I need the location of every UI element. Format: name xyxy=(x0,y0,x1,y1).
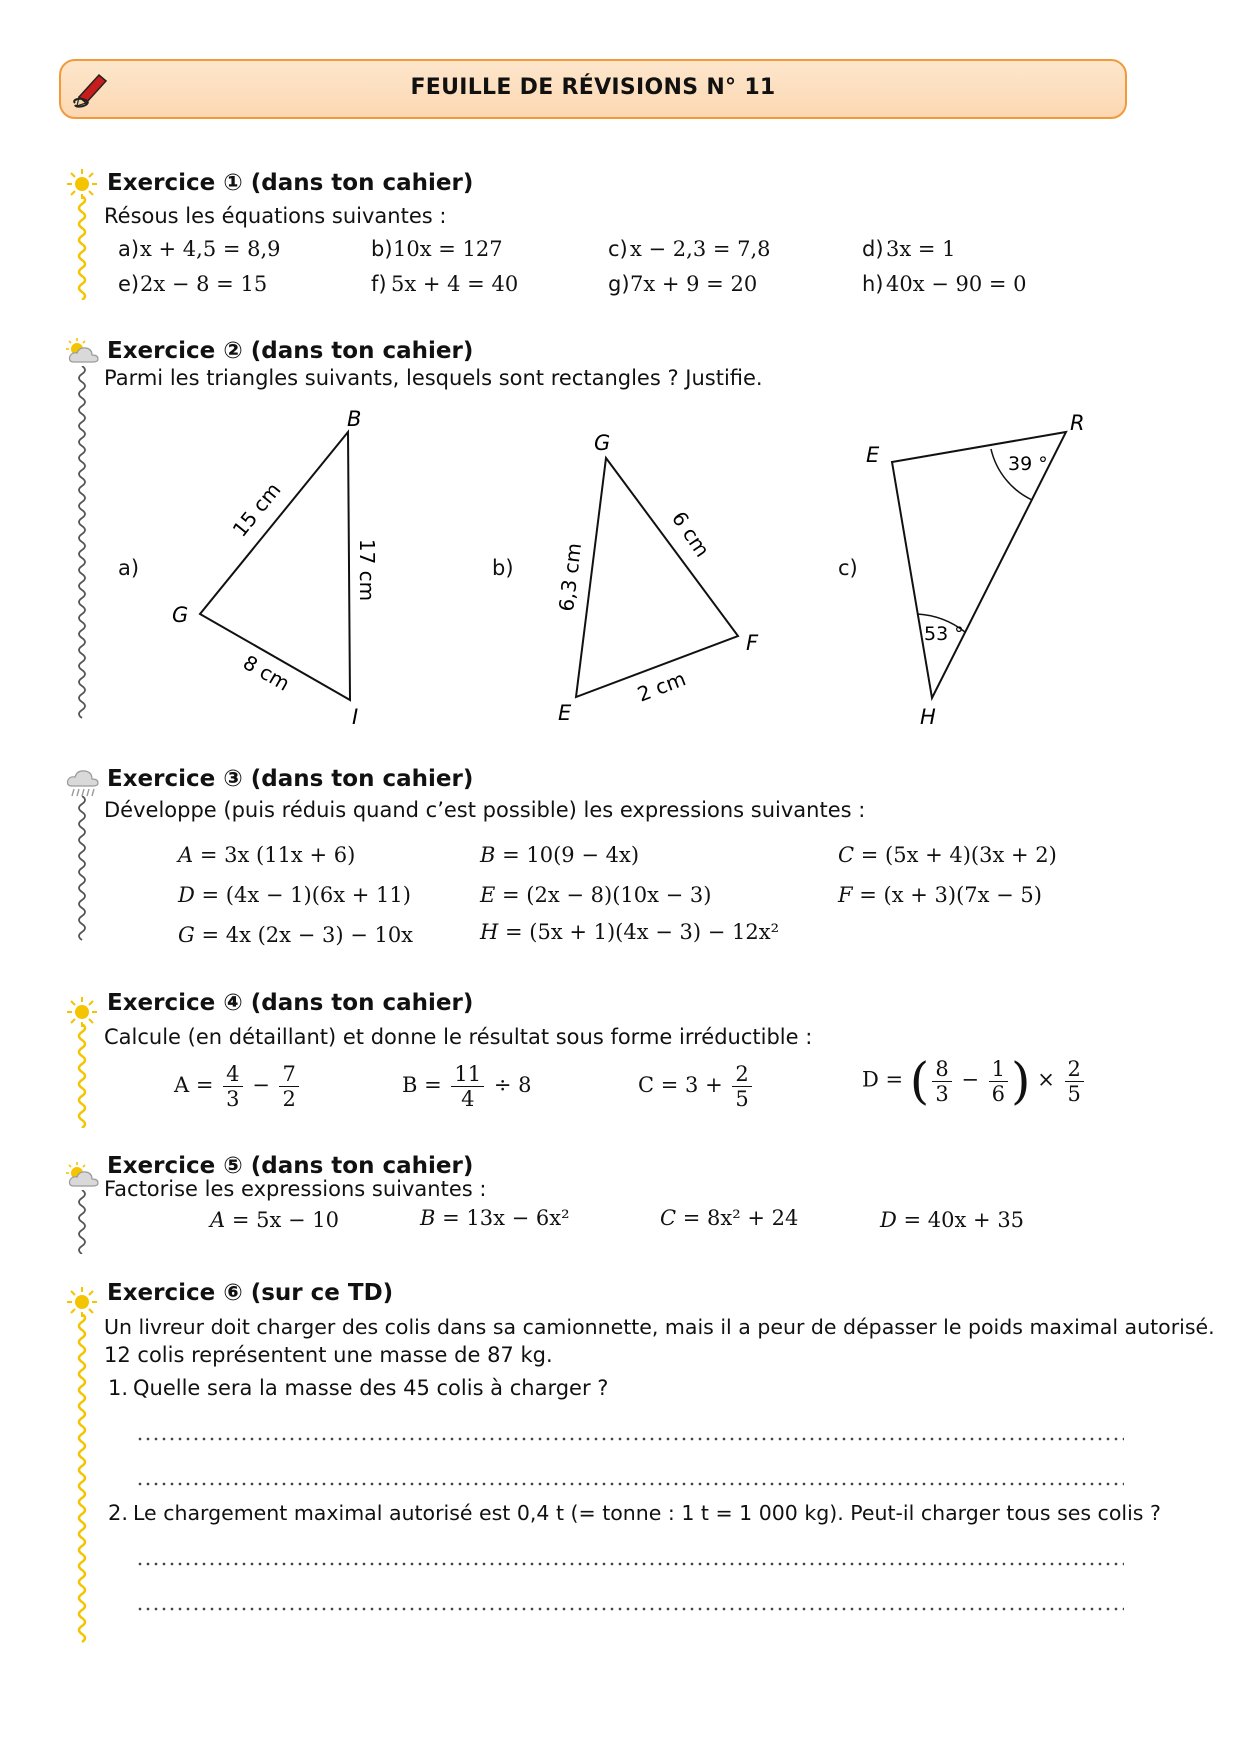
rain-wavy-margin-3 xyxy=(72,796,92,948)
ex1-equation: 10x = 127 xyxy=(393,237,503,261)
ex2-instruction: Parmi les triangles suivants, lesquels sont rectangles ? Justifie. xyxy=(104,366,763,390)
vertex-e: E xyxy=(866,443,880,467)
answer-line[interactable] xyxy=(136,1562,1124,1566)
side-gi: 8 cm xyxy=(239,650,294,696)
ex1-equation: 7x + 9 = 20 xyxy=(630,272,758,296)
ex3-expression: G = 4x (2x − 3) − 10x xyxy=(178,923,414,947)
ex1-title: Exercice ① (dans ton cahier) xyxy=(107,170,474,196)
ex1-item-label: f) xyxy=(371,272,387,296)
answer-line[interactable] xyxy=(136,1482,1124,1486)
ex3-expression: B = 10(9 − 4x) xyxy=(480,843,640,867)
ex6-title: Exercice ⑥ (sur ce TD) xyxy=(107,1280,394,1306)
ex1-equation: x − 2,3 = 7,8 xyxy=(630,237,771,261)
ex4-title: Exercice ④ (dans ton cahier) xyxy=(107,990,474,1016)
ex5-instruction: Factorise les expressions suivantes : xyxy=(104,1177,487,1201)
q2-number: 2. xyxy=(108,1501,129,1525)
q2-text: Le chargement maximal autorisé est 0,4 t (= tonne : 1 t = 1 000 kg). Peut-il charger tous ses colis ? xyxy=(133,1501,1161,1525)
answer-line[interactable] xyxy=(136,1607,1124,1611)
ex1-equation: x + 4,5 = 8,9 xyxy=(140,237,281,261)
sun-icon xyxy=(64,996,100,1028)
q1-number: 1. xyxy=(108,1376,129,1400)
vertex-g: G xyxy=(594,431,611,455)
side-bi: 17 cm xyxy=(355,538,379,602)
fig-b-label: b) xyxy=(492,556,514,580)
vertex-i: I xyxy=(352,705,359,729)
ex3-expression: E = (2x − 8)(10x − 3) xyxy=(480,883,712,907)
ex1-item-label: e) xyxy=(118,272,140,296)
ex3-expression: F = (x + 3)(7x − 5) xyxy=(838,883,1042,907)
ex6-problem-line-2: 12 colis représentent une masse de 87 kg. xyxy=(104,1343,553,1367)
ex1-item-label: h) xyxy=(862,272,884,296)
ex3-expression: H = (5x + 1)(4x − 3) − 12x² xyxy=(480,920,780,944)
ex4-expr-d: D = ( $\frac{8}{3}$ − $\frac{1}{6}$ ) × $\frac{2}{5}$ xyxy=(862,1056,1087,1106)
ex5-expression: D = 40x + 35 xyxy=(880,1208,1025,1232)
ex1-instruction: Résous les équations suivantes : xyxy=(104,204,447,228)
ex1-item-label: b) xyxy=(371,237,393,261)
sun-wavy-margin-4 xyxy=(72,1024,92,1128)
sun-wavy-margin-6 xyxy=(72,1314,92,1650)
ex5-expression: C = 8x² + 24 xyxy=(660,1206,799,1230)
q1-text: Quelle sera la masse des 45 colis à charger ? xyxy=(133,1376,609,1400)
side-gb: 15 cm xyxy=(227,477,286,542)
ex1-item-label: g) xyxy=(608,272,630,296)
ex1-item-label: a) xyxy=(118,237,140,261)
ex1-item-label: d) xyxy=(862,237,884,261)
ex3-instruction: Développe (puis réduis quand c’est possible) les expressions suivantes : xyxy=(104,798,866,822)
ex3-expression: C = (5x + 4)(3x + 2) xyxy=(838,843,1057,867)
vertex-g: G xyxy=(172,603,189,627)
side-ge: 6,3 cm xyxy=(553,541,587,613)
vertex-r: R xyxy=(1070,411,1085,435)
rain-cloud-icon xyxy=(64,768,104,798)
ex4-expr-a: A = $\frac{4}{3}$ − $\frac{7}{2}$ xyxy=(174,1062,302,1111)
ex1-equation: 5x + 4 = 40 xyxy=(391,272,519,296)
ex4-instruction: Calcule (en détaillant) et donne le résultat sous forme irréductible : xyxy=(104,1025,813,1049)
vertex-e: E xyxy=(558,701,572,725)
side-gf: 6 cm xyxy=(666,506,715,562)
fig-c-label: c) xyxy=(838,556,858,580)
triangle-gef xyxy=(576,458,738,697)
ex1-equation: 40x − 90 = 0 xyxy=(886,272,1027,296)
triangles-figure xyxy=(0,0,1240,760)
ex3-title: Exercice ③ (dans ton cahier) xyxy=(107,766,474,792)
ex5-expression: B = 13x − 6x² xyxy=(420,1206,570,1230)
side-ef: 2 cm xyxy=(634,666,689,707)
answer-line[interactable] xyxy=(136,1437,1124,1441)
vertex-b: B xyxy=(347,407,362,431)
vertex-f: F xyxy=(746,631,759,655)
fig-a-label: a) xyxy=(118,556,140,580)
angle-r-label: 39 ° xyxy=(1008,453,1048,475)
triangle-bgi xyxy=(200,432,350,700)
ex6-problem-line-1: Un livreur doit charger des colis dans sa camionnette, mais il a peur de dépasser le poids maximal autorisé. xyxy=(104,1315,1215,1339)
ex4-expr-c: C = 3 + $\frac{2}{5}$ xyxy=(638,1062,755,1111)
angle-h-label: 53 ° xyxy=(924,623,964,645)
sun-cloud-icon xyxy=(64,1162,104,1190)
ex1-equation: 2x − 8 = 15 xyxy=(140,272,268,296)
vertex-h: H xyxy=(920,705,936,729)
cloud-wavy-margin-5 xyxy=(72,1190,92,1254)
ex2-title: Exercice ② (dans ton cahier) xyxy=(107,338,474,364)
ex4-expr-b: B = $\frac{11}{4}$ ÷ 8 xyxy=(402,1062,532,1111)
page-title: FEUILLE DE RÉVISIONS N° 11 xyxy=(410,75,776,100)
ex1-item-label: c) xyxy=(608,237,628,261)
sun-icon xyxy=(64,1286,100,1318)
ex3-expression: A = 3x (11x + 6) xyxy=(178,843,356,867)
ex5-title: Exercice ⑤ (dans ton cahier) xyxy=(107,1153,474,1179)
ex5-expression: A = 5x − 10 xyxy=(210,1208,340,1232)
ex1-equation: 3x = 1 xyxy=(886,237,956,261)
ex3-expression: D = (4x − 1)(6x + 11) xyxy=(178,883,411,907)
